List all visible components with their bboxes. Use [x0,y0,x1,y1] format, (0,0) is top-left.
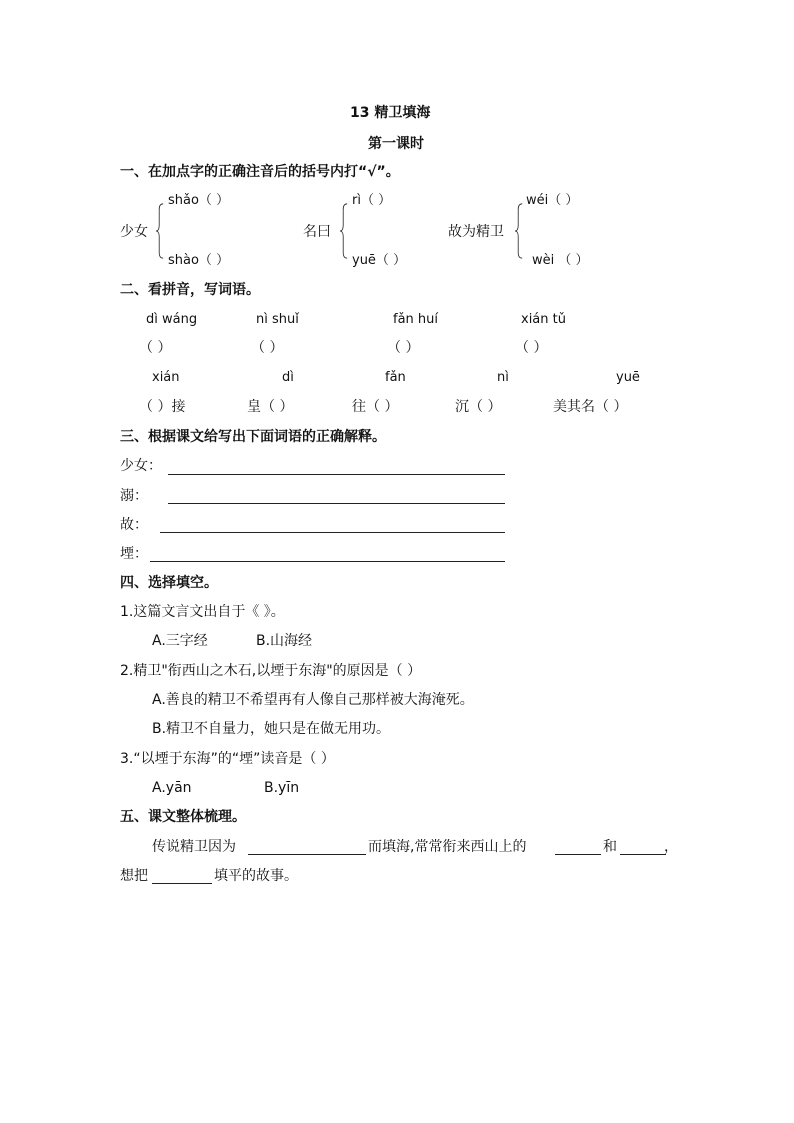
page-subtitle: 第一课时 [368,136,424,152]
g3-pinyin-top: wéi（ ） [526,193,579,208]
s2-answer-1[interactable]: （ ） [139,340,172,356]
section-4-heading: 四、选择填空。 [120,575,218,591]
g1-pinyin-top: shǎo（ ） [168,193,230,208]
s2-answer-3[interactable]: （ ） [387,340,420,356]
section-2-heading: 二、看拼音，写词语。 [120,282,260,298]
s5-text-2: 而填海,常常衔来西山上的 [368,839,527,855]
s3-item-2: 溺： [120,488,148,504]
g1-word: 少女 [120,224,148,240]
s5-blank-1[interactable] [248,854,366,855]
s4-q2-option-a[interactable]: A.善良的精卫不希望再有人像自己那样被大海淹死。 [152,692,474,708]
s4-q2: 2.精卫"衔西山之木石,以堙于东海"的原因是（ ） [120,663,422,679]
s4-q2-option-b[interactable]: B.精卫不自量力，她只是在做无用功。 [152,721,391,737]
s5-blank-2[interactable] [555,854,601,855]
s3-line-2[interactable] [168,503,505,504]
s5-text-4: ， [664,839,678,855]
s5-blank-4[interactable] [152,883,212,884]
s2-word-3[interactable]: 往（ ） [352,399,399,415]
s2-row2-pinyin-2: dì [282,370,294,385]
s3-item-4: 堙： [120,546,148,562]
s5-text-3: 和 [603,839,617,855]
s3-line-3[interactable] [160,532,505,533]
g3-pinyin-bottom: wèi （ ） [532,253,589,268]
s2-word-5[interactable]: 美其名（ ） [553,399,628,415]
g2-word: 名曰 [303,224,331,240]
s2-word-1[interactable]: （ ）接 [139,399,186,415]
s5-text-5: 想把 [120,868,148,884]
brace-2 [340,196,348,266]
s2-row2-pinyin-5: yuē [616,370,640,385]
s2-row2-pinyin-4: nì [497,370,509,385]
s4-q1-option-b[interactable]: B.山海经 [256,633,313,649]
g2-pinyin-top: rì（ ） [352,193,392,208]
s4-q1: 1.这篇文言文出自于《 》。 [120,604,285,620]
s2-word-2[interactable]: 皇（ ） [247,399,294,415]
s2-pinyin-1: dì wáng [146,312,198,327]
s2-word-4[interactable]: 沉（ ） [455,399,502,415]
g3-word: 故为精卫 [448,224,504,240]
page-title: 13 精卫填海 [350,105,431,121]
s5-text-6: 填平的故事。 [214,868,298,884]
brace-3 [515,196,523,266]
s2-answer-4[interactable]: （ ） [515,340,548,356]
s2-row2-pinyin-1: xián [152,370,180,385]
brace-1 [156,196,164,266]
section-5-heading: 五、课文整体梳理。 [120,809,246,825]
s3-item-3: 故： [120,517,148,533]
s4-q1-option-a[interactable]: A.三字经 [152,633,208,649]
s5-blank-3[interactable] [620,854,666,855]
g2-pinyin-bottom: yuē（ ） [352,253,407,268]
s2-row2-pinyin-3: fǎn [385,370,406,385]
s3-item-1: 少女： [120,458,162,474]
s4-q3: 3.“以堙于东海”的“堙”读音是（ ） [120,751,335,767]
s2-pinyin-2: nì shuǐ [256,312,299,327]
s2-pinyin-3: fǎn huí [393,312,439,327]
s4-q3-option-b[interactable]: B.yīn [264,780,300,796]
s3-line-4[interactable] [150,561,505,562]
section-3-heading: 三、根据课文给写出下面词语的正确解释。 [120,429,386,445]
s2-pinyin-4: xián tǔ [521,312,566,327]
s2-answer-2[interactable]: （ ） [251,340,284,356]
section-1-heading: 一、在加点字的正确注音后的括号内打“√”。 [120,164,400,180]
s3-line-1[interactable] [168,474,505,475]
s5-text-1: 传说精卫因为 [152,839,236,855]
s4-q3-option-a[interactable]: A.yān [152,780,192,796]
g1-pinyin-bottom: shào（ ） [168,253,230,268]
